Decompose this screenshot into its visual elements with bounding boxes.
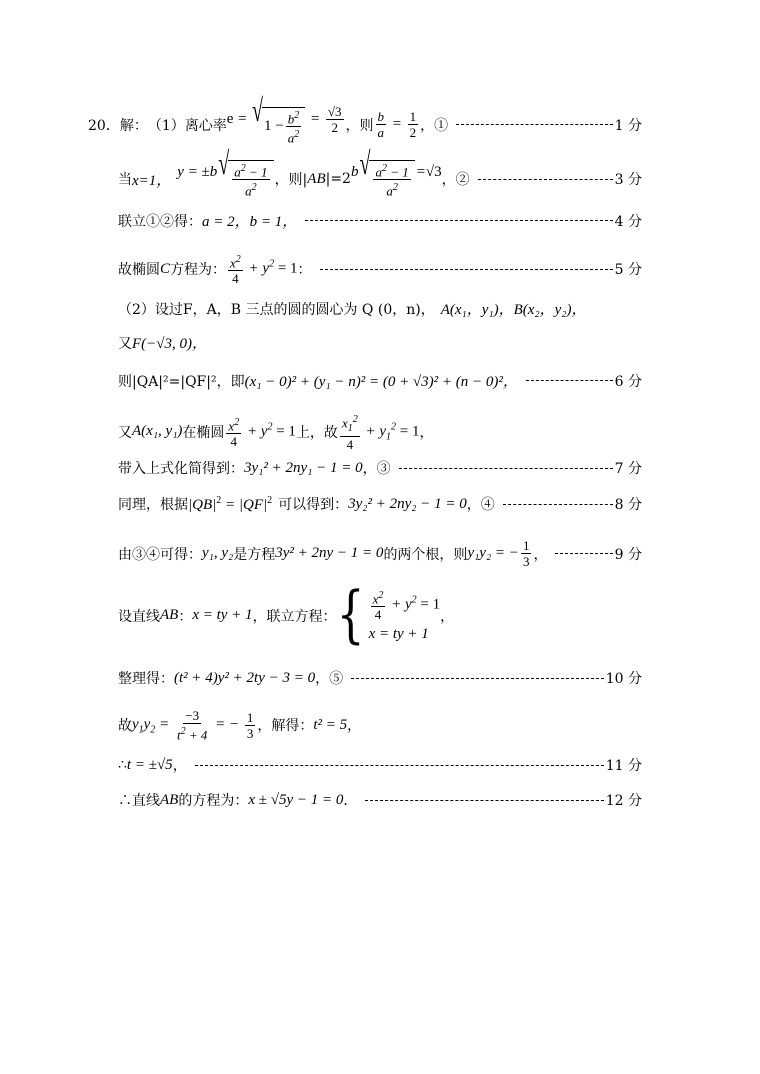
text-also: 又: [118, 335, 132, 352]
formula-ellipse: $\frac{x^2}{4}$ + $y^2 = 1$: [230, 254, 298, 287]
solution-line-12: [118, 579, 642, 651]
dotted-leader: [478, 179, 613, 180]
solution-line-15: [118, 755, 642, 775]
text-therefore: 上，故: [295, 424, 338, 441]
text-qa-qf: 则|QA|²=|QF|²，即: [118, 373, 245, 390]
solution-line-13: [118, 668, 642, 688]
solution-line-11: [118, 538, 642, 569]
formula-point-a: A(x₁, y₁): [132, 423, 183, 440]
formula-focus: F(−√3, 0)，: [132, 336, 208, 352]
score-12: 12 分: [605, 793, 642, 809]
text-comma: ，: [172, 758, 187, 774]
score-3: 4 分: [614, 213, 642, 230]
text-then-ab: ，则|: [274, 172, 308, 189]
text-are-equation: 是方程: [233, 546, 276, 563]
formula-one-third: $\frac{1}{3}$: [522, 538, 530, 569]
equation-system: { $\frac{x^2}{4}$ + $y^2 = 1$ x = ty + 1: [336, 579, 441, 651]
text-hence: 故: [118, 718, 132, 735]
text-colon: ：: [178, 608, 193, 625]
formula-product: y₁y₂ = −: [467, 545, 519, 561]
text-then: ，则: [345, 117, 374, 134]
formula-a-b-values: a = 2，b = 1，: [202, 214, 298, 230]
formula-ellipse-point-a: $\frac{x_1^2}{4}$ + $y_1^2 = 1$: [341, 414, 420, 452]
score-2: 3 分: [614, 172, 642, 189]
solution-line-7: [118, 370, 642, 391]
text-comma: ，: [347, 718, 362, 735]
solution-line-6: [118, 332, 642, 353]
score-6: 6 分: [614, 373, 642, 390]
text-substitute: 带入上式化简得到：: [118, 461, 244, 477]
marker-3: ，③: [362, 461, 391, 477]
text-let-line: 设直线: [118, 608, 160, 625]
formula-quadratic: 3y² + 2ny − 1 = 0: [275, 545, 384, 561]
formula-ab-length: b √ $\frac{a^2 - 1}{a^2}$ =√3: [350, 146, 442, 199]
text-on-ellipse: 在椭圆: [182, 424, 225, 441]
line-ab-final: AB: [160, 791, 179, 808]
text-equation-of: 的方程为：: [178, 793, 249, 809]
score-10: 10 分: [605, 671, 642, 687]
text-line-result: ∴直线: [118, 793, 160, 809]
solution-line-16: [118, 790, 642, 810]
text-can-get: 可以得到：: [278, 497, 349, 513]
dotted-leader: [526, 380, 613, 381]
score-1: 1 分: [614, 117, 642, 134]
score-9: 9 分: [614, 546, 642, 563]
solution-label: 解：: [119, 117, 148, 134]
text-circle-center: F，A，B 三点的圆的圆心为 Q (0，n)，: [182, 301, 435, 318]
solution-line-5: [118, 298, 642, 319]
text-also-2: 又: [118, 424, 132, 441]
marker-4: ，④: [466, 497, 495, 513]
text-from-34: 由③④可得：: [118, 546, 202, 563]
formula-final-line: x ± √5y − 1 = 0: [248, 791, 344, 808]
marker-5: ，⑤: [315, 671, 344, 687]
solution-line-10: [118, 494, 642, 514]
formula-qb-qf: $|QB|^2 = |QF|^2$: [188, 494, 273, 513]
dotted-leader: [503, 504, 613, 505]
solution-line-14: [118, 708, 642, 742]
score-8: 8 分: [614, 497, 642, 513]
formula-ellipse-2: $\frac{x^2}{4}$ + $y^2 = 1$: [228, 416, 296, 450]
score-7: 7 分: [614, 461, 642, 477]
text-equation-is: 方程为：: [170, 262, 227, 279]
formula-distance-eq: (x₁ − 0)² + (y₁ − n)² = (0 + √3)² + (n − 0)²，: [244, 374, 518, 390]
problem-number: 20．: [88, 117, 120, 134]
dotted-leader: [456, 124, 613, 125]
text-eccentricity: （1）离心率: [147, 117, 227, 134]
text-system: ，联立方程：: [252, 608, 337, 625]
solution-line-4: [118, 252, 642, 286]
text-when: 当: [118, 172, 132, 189]
text-comma: ，: [440, 608, 455, 625]
formula-roots: y₁, y₂: [202, 545, 234, 561]
marker-1: ，①: [420, 117, 449, 134]
dotted-leader: [555, 553, 612, 554]
formula-line: x = ty + 1: [192, 607, 253, 624]
line-ab: AB: [160, 607, 179, 624]
text-semicolon: ：: [297, 262, 312, 279]
formula-eq-5: (t² + 4)y² + 2ty − 3 = 0: [174, 669, 316, 686]
text-comma: ，: [533, 546, 548, 563]
dotted-leader: [195, 765, 604, 766]
text-solve: ，解得：: [257, 718, 314, 735]
formula-eccentricity: e = √ 1 − $\frac{b^2}{a^2}$ = $\frac{√3}{2}$: [226, 93, 342, 146]
marker-2: ，②: [441, 172, 470, 189]
score-4: 5 分: [614, 262, 642, 279]
segment-ab: AB: [307, 170, 326, 187]
solution-line-1: [88, 93, 642, 146]
dotted-leader: [305, 220, 612, 221]
formula-product-2: $y_1y_2$ = $\frac{-3}{t^2 + 4}$ = − $\frac{1}{3}$: [132, 708, 254, 743]
text-combine: 联立①②得：: [118, 213, 202, 230]
formula-eq-4: 3y₂² + 2ny₂ − 1 = 0: [348, 495, 467, 512]
solution-line-9: [118, 458, 642, 478]
formula-ratio: $\frac{b}{a}$ = $\frac{1}{2}$: [377, 109, 417, 141]
text-period: ．: [343, 793, 358, 809]
text-two-roots: 的两个根，则: [383, 546, 468, 563]
dotted-leader: [320, 269, 613, 270]
formula-eq-3: 3y₁² + 2ny₁ − 1 = 0: [244, 459, 363, 476]
score-11: 11 分: [605, 758, 642, 774]
formula-x-eq-1: x=1，: [132, 172, 172, 189]
text-therefore-sym: ∴: [118, 757, 127, 773]
dotted-leader: [365, 800, 603, 801]
solution-line-2: [118, 146, 642, 199]
text-eq-2: |=2: [325, 171, 351, 188]
formula-points-ab: A(x₁，y₁)，B(x₂，y₂)，: [440, 302, 587, 318]
text-part2: （2）设过: [118, 301, 183, 318]
dotted-leader: [351, 678, 604, 679]
text-similarly: 同理，根据: [118, 497, 188, 513]
text-simplify: 整理得：: [118, 671, 174, 687]
solution-line-3: [118, 210, 642, 231]
solution-line-8: [118, 412, 642, 452]
dotted-leader: [399, 468, 613, 469]
text-ellipse: 故椭圆: [118, 262, 160, 279]
ellipse-c: C: [160, 260, 171, 277]
formula-t-value: t = ±√5: [126, 756, 173, 773]
formula-y-value: y = ±b √ $\frac{a^2 - 1}{a^2}$: [177, 160, 274, 199]
formula-t-squared: t² = 5: [313, 716, 348, 733]
text-comma: ，: [419, 424, 434, 441]
